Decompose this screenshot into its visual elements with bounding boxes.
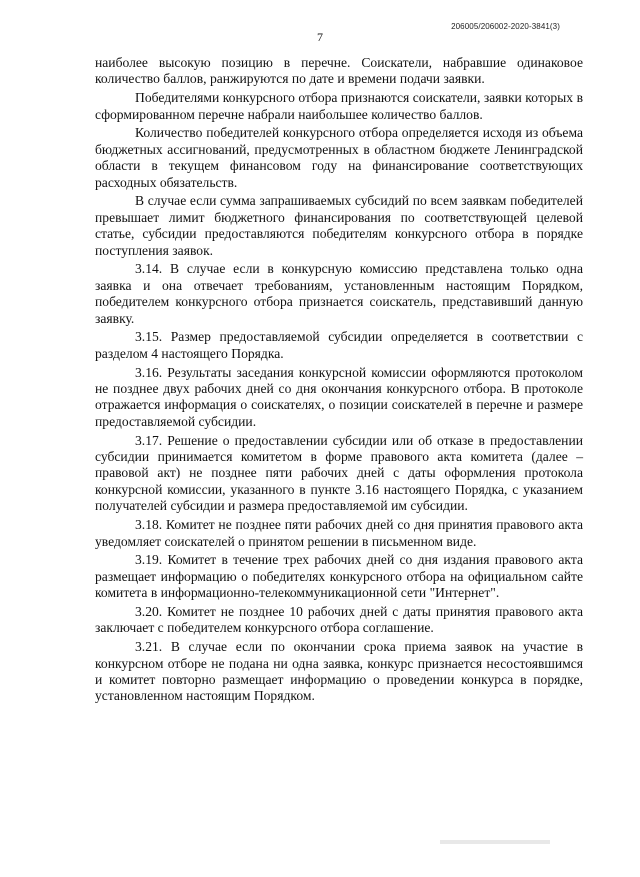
paragraph-3-20: 3.20. Комитет не позднее 10 рабочих дней с даты принятия правового акта заключает с победителем конкурсного отбора соглашение. xyxy=(95,603,583,636)
paragraph-continuation: наиболее высокую позицию в перечне. Соискатели, набравшие одинаковое количество баллов, ранжируются по дате и времени подачи заявки. xyxy=(95,55,583,87)
paragraph-3-18: 3.18. Комитет не позднее пяти рабочих дней со дня принятия правового акта уведомляет соискателей о принятом решении в письменном виде. xyxy=(95,517,583,549)
paragraph-3-15: 3.15. Размер предоставляемой субсидии определяется в соответствии с разделом 4 настоящего Порядка. xyxy=(95,329,583,361)
paragraph-3-17: 3.17. Решение о предоставлении субсидии или об отказе в предоставлении субсидии принимается комитетом в форме правового акта комитета (далее – правовой акт) не позднее пяти рабочих дней с даты оформления протокола конкурсной комиссии, указанного в пункте 3.16 настоящего Порядка, с указанием получателей субсидии и размера предоставляемой им субсидии. xyxy=(95,432,583,514)
paragraph-3-14: 3.14. В случае если в конкурсную комиссию представлена только одна заявка и она отвечает требованиям, установленным настоящим Порядком, победителем конкурсного отбора признается соискатель, представивший данную заявку. xyxy=(95,261,583,326)
paragraph-winners: Победителями конкурсного отбора признаются соискатели, заявки которых в сформированном перечне набрали наибольшее количество баллов. xyxy=(95,90,583,122)
scan-mark xyxy=(440,840,550,844)
paragraph-3-19: 3.19. Комитет в течение трех рабочих дней со дня издания правового акта размещает информацию о победителях конкурсного отбора на официальном сайте комитета в информационно-телекоммуникационной сети "Интернет". xyxy=(95,552,583,601)
paragraph-winner-count: Количество победителей конкурсного отбора определяется исходя из объема бюджетных ассигнований, предусмотренных в областном бюджете Ленинградской области в текущем финансовом году на финансирование соответствующих расходных обязательств. xyxy=(95,125,583,190)
page-number: 7 xyxy=(317,30,323,44)
paragraph-3-21: 3.21. В случае если по окончании срока приема заявок на участие в конкурсном отборе не подана ни одна заявка, конкурс признается несостоявшимся и комитет повторно размещает информацию о проведении конкурса в порядке, установленном настоящим Порядком. xyxy=(95,639,583,704)
paragraph-budget-limit: В случае если сумма запрашиваемых субсидий по всем заявкам победителей превышает лимит бюджетного финансирования по соответствующей целевой статье, субсидии предоставляются победителям конкурсного отбора в порядке поступления заявок. xyxy=(95,193,583,258)
document-registration-code: 206005/206002-2020-3841(3) xyxy=(451,22,560,31)
paragraph-3-16: 3.16. Результаты заседания конкурсной комиссии оформляются протоколом не позднее двух рабочих дней со дня окончания конкурсного отбора. В протоколе отражается информация о соискателях, о позиции соискателей в перечне и размере предоставляемой субсидии. xyxy=(95,364,583,429)
document-body xyxy=(95,55,583,707)
